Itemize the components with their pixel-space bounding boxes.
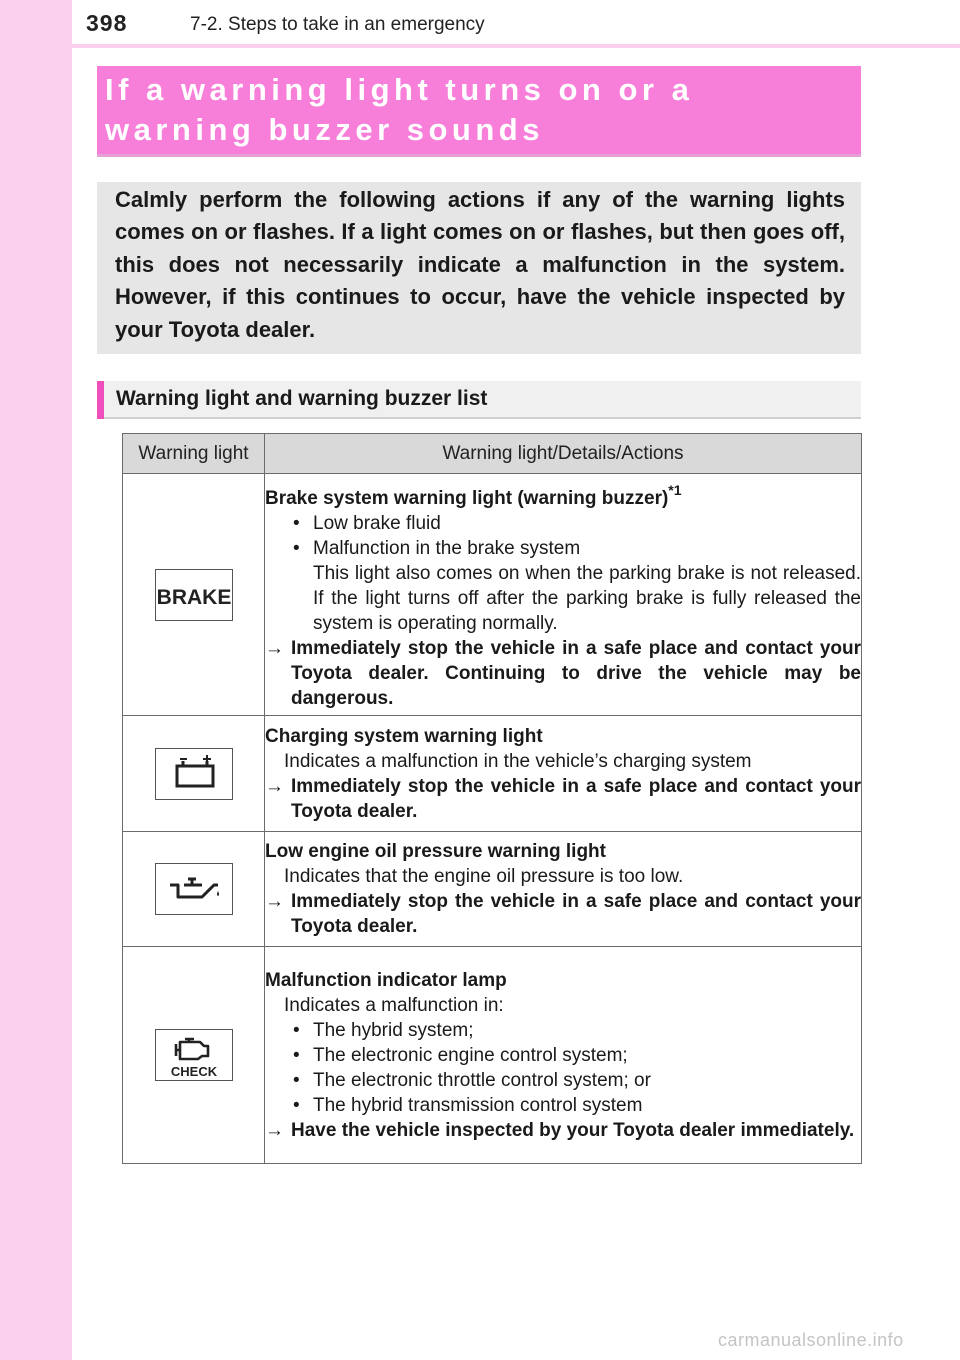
list-item-text: The electronic engine control system; (313, 1044, 628, 1066)
table-header-row (123, 434, 862, 474)
sub-heading (97, 381, 861, 419)
brake-icon-label: BRAKE (156, 585, 231, 609)
row-title (265, 478, 861, 511)
list-item (265, 1093, 861, 1118)
row-title: Charging system warning light (265, 725, 543, 747)
arrow-icon: → (265, 775, 284, 797)
section-header: 7-2. Steps to take in an emergency (190, 14, 485, 35)
arrow-icon: → (265, 1119, 284, 1141)
action-text: Immediately stop the vehicle in a safe place and contact your Toyota dealer. (291, 891, 861, 937)
bullet-mark: • (293, 1094, 300, 1116)
icon-cell (123, 832, 265, 947)
row-detail: Indicates a malfunction in: (284, 994, 504, 1016)
action-line (265, 889, 861, 939)
list-item (265, 536, 861, 561)
bullet-mark: • (293, 1019, 300, 1041)
check-engine-icon (155, 1029, 233, 1081)
action-text: Immediately stop the vehicle in a safe place and contact your Toyota dealer. (291, 775, 861, 822)
list-item-text: The electronic throttle control system; or (313, 1069, 651, 1091)
row-title: Malfunction indicator lamp (265, 969, 507, 991)
warning-light-table (122, 433, 862, 1164)
list-item-text: Low brake fluid (313, 513, 441, 534)
icon-cell (123, 474, 265, 716)
table-row (123, 947, 862, 1164)
info-cell (265, 832, 862, 947)
sub-heading-text: Warning light and warning buzzer list (116, 387, 488, 410)
icon-cell (123, 716, 265, 832)
intro-text: Calmly perform the following actions if any of the warning lights comes on or flashes. If a light comes on or flashes, but then goes off, this does not necessarily indicate a malfunction in the system. However, if this continues to occur, have the vehicle inspected by your Toyota dealer. (115, 187, 845, 342)
list-item-text: Malfunction in the brake system (313, 538, 581, 559)
list-item-text: The hybrid system; (313, 1019, 474, 1041)
info-cell (265, 947, 862, 1164)
watermark: carmanualsonline.info (718, 1330, 904, 1350)
bullet-mark: • (293, 1069, 300, 1091)
row-detail: Indicates a malfunction in the vehicle’s charging system (284, 750, 752, 772)
table-row (123, 474, 862, 716)
battery-icon (155, 748, 233, 800)
bullet-mark: • (293, 538, 300, 559)
list-item-text: The hybrid transmission control system (313, 1094, 643, 1116)
action-text: Immediately stop the vehicle in a safe place and contact your Toyota dealer. Continuing to drive the vehicle may be dangerous. (291, 638, 861, 709)
row-title: Low engine oil pressure warning light (265, 841, 606, 862)
intro-box (97, 182, 861, 354)
page-title: If a warning light turns on or a warning buzzer sounds (105, 72, 694, 147)
info-cell (265, 474, 862, 716)
table-row (123, 716, 862, 832)
icon-cell (123, 947, 265, 1164)
arrow-icon: → (265, 638, 284, 659)
sub-heading-bar (97, 381, 104, 419)
col-header-details: Warning light/Details/Actions (265, 434, 862, 474)
list-item (265, 1068, 861, 1093)
bullet-mark: • (293, 513, 300, 534)
row-title-text: Brake system warning light (warning buzzer) (265, 488, 669, 509)
action-line (265, 636, 861, 711)
action-text: Have the vehicle inspected by your Toyota dealer immediately. (291, 1119, 855, 1141)
footnote-mark: *1 (668, 482, 682, 498)
list-item (265, 1018, 861, 1043)
brake-warning-icon (155, 569, 233, 621)
row-detail: Indicates that the engine oil pressure is too low. (284, 866, 684, 887)
arrow-icon: → (265, 891, 284, 912)
bullet-note: This light also comes on when the parking brake is not released. If the light turns off after the parking brake is fully released the system is operating normally. (313, 563, 861, 634)
title-box (97, 66, 861, 157)
list-item (265, 511, 861, 536)
col-header-warning-light: Warning light (123, 434, 265, 474)
list-item (265, 1043, 861, 1068)
action-line (265, 1118, 861, 1143)
table-row (123, 832, 862, 947)
action-line (265, 774, 861, 824)
bullet-mark: • (293, 1044, 300, 1066)
check-icon-label: CHECK (170, 1064, 217, 1079)
page-number: 398 (86, 10, 128, 36)
info-cell (265, 716, 862, 832)
side-strip (0, 0, 72, 1360)
oil-can-icon (155, 863, 233, 915)
